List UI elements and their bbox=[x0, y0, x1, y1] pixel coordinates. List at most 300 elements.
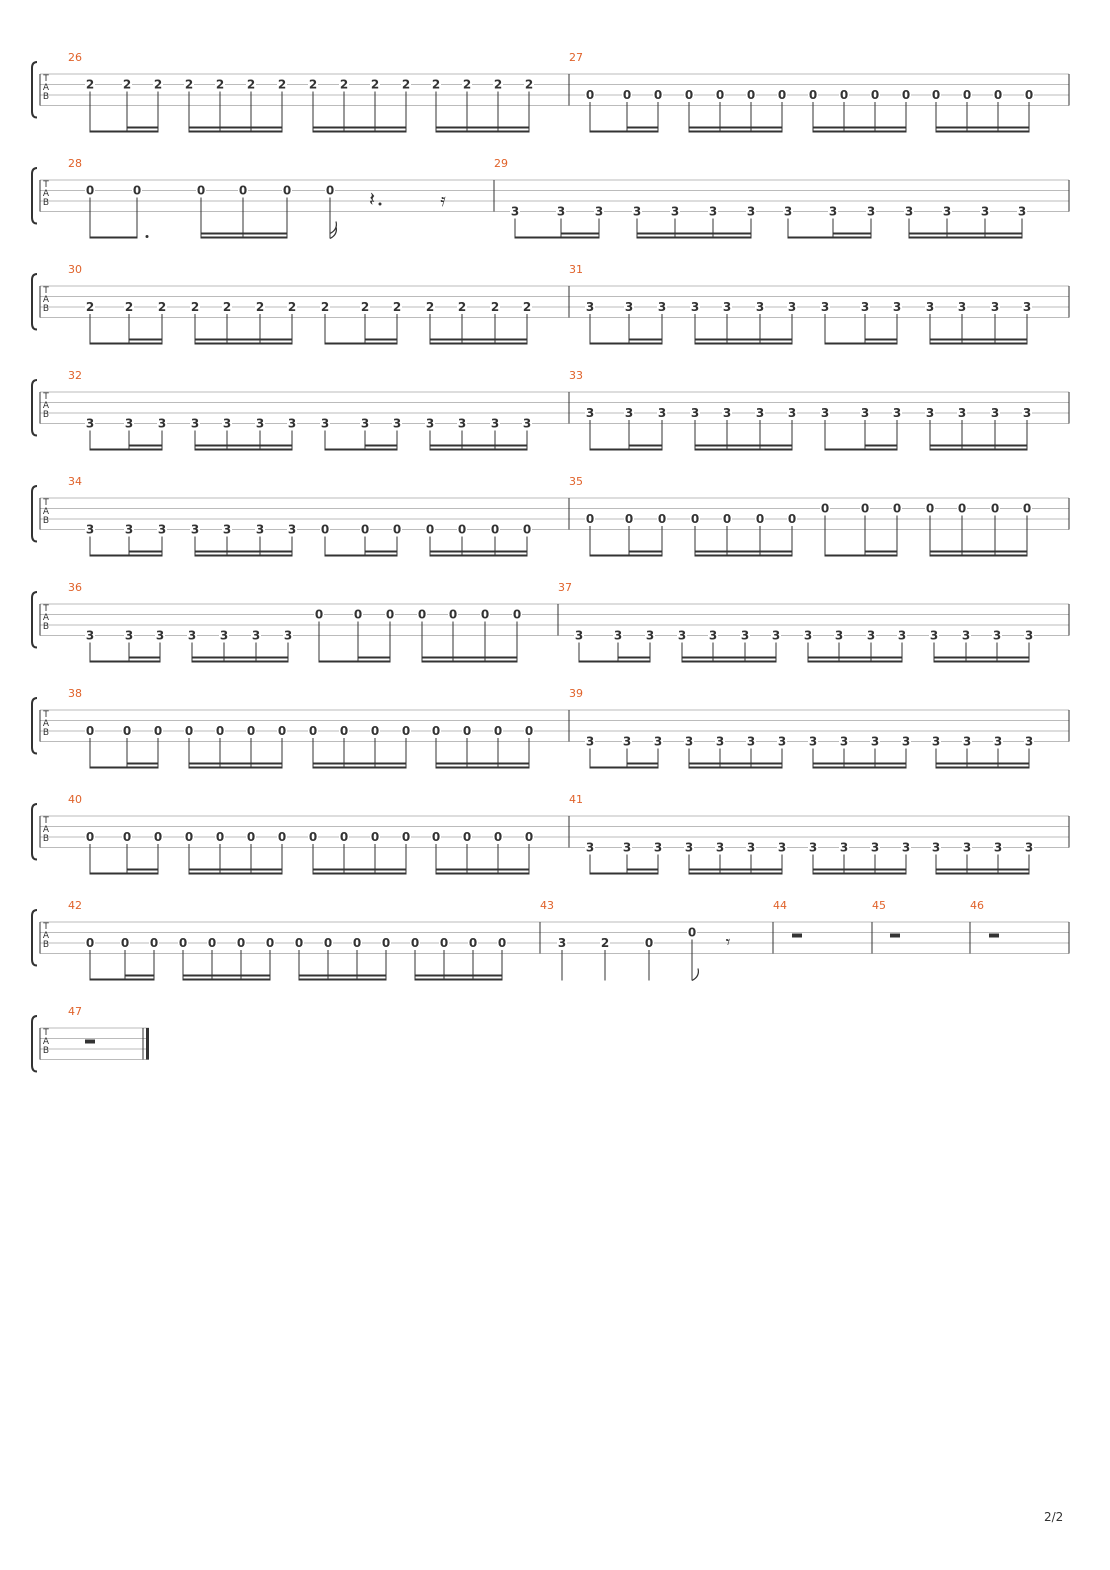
measure-number: 39 bbox=[569, 687, 583, 700]
fret-number: 2 bbox=[255, 300, 265, 314]
beam-primary bbox=[813, 767, 906, 769]
fret-number: 3 bbox=[622, 734, 632, 749]
system-bracket bbox=[32, 62, 37, 118]
fret-number: 3 bbox=[510, 204, 520, 219]
fret-number: 2 bbox=[360, 300, 370, 314]
fret-number: 0 bbox=[755, 512, 765, 526]
fret-number: 3 bbox=[684, 734, 694, 749]
fret-number: 2 bbox=[153, 77, 163, 92]
fret-number: 0 bbox=[512, 607, 522, 622]
fret-number: 3 bbox=[653, 734, 663, 749]
beam-primary bbox=[930, 449, 1027, 451]
beam-primary bbox=[930, 343, 1027, 345]
fret-number: 0 bbox=[370, 724, 380, 738]
fret-number: 0 bbox=[892, 501, 902, 516]
beam-secondary bbox=[629, 551, 662, 553]
page-number: 2/2 bbox=[1044, 1510, 1064, 1524]
fret-number: 0 bbox=[265, 936, 275, 950]
fret-number: 0 bbox=[215, 724, 225, 738]
beam-secondary bbox=[127, 127, 158, 129]
fret-number: 0 bbox=[149, 936, 159, 950]
beam-primary bbox=[299, 979, 386, 981]
fret-number: 3 bbox=[622, 840, 632, 855]
fret-number: 0 bbox=[196, 183, 206, 198]
fret-number: 3 bbox=[255, 416, 265, 431]
fret-number: 3 bbox=[870, 734, 880, 749]
fret-number: 3 bbox=[1017, 204, 1027, 219]
fret-number: 2 bbox=[215, 77, 225, 92]
beam-secondary bbox=[637, 233, 751, 235]
beam-secondary bbox=[689, 763, 782, 765]
measure-number: 40 bbox=[68, 793, 82, 806]
fret-number: 0 bbox=[122, 830, 132, 844]
beam-secondary bbox=[627, 127, 658, 129]
beam-secondary bbox=[618, 657, 650, 659]
fret-number: 3 bbox=[961, 628, 971, 643]
fret-number: 3 bbox=[755, 300, 765, 314]
fret-number: 3 bbox=[708, 204, 718, 219]
fret-number: 3 bbox=[808, 734, 818, 749]
system-bracket bbox=[32, 910, 37, 966]
fret-number: 3 bbox=[320, 416, 330, 431]
fret-number: 3 bbox=[85, 628, 95, 643]
beam-primary bbox=[936, 131, 1029, 133]
beam-secondary bbox=[430, 551, 527, 553]
fret-number: 0 bbox=[746, 88, 756, 102]
beam-primary bbox=[825, 449, 897, 451]
fret-number: 3 bbox=[613, 628, 623, 643]
fret-number: 3 bbox=[942, 204, 952, 219]
beam-primary bbox=[590, 873, 658, 875]
fret-number: 2 bbox=[85, 77, 95, 92]
fret-number: 3 bbox=[155, 628, 165, 643]
fret-number: 3 bbox=[624, 300, 634, 314]
beam-secondary bbox=[365, 339, 397, 341]
fret-number: 0 bbox=[777, 88, 787, 102]
fret-number: 3 bbox=[931, 734, 941, 749]
fret-number: 3 bbox=[870, 840, 880, 855]
fret-number: 3 bbox=[190, 416, 200, 431]
fret-number: 0 bbox=[480, 607, 490, 622]
beam-primary bbox=[515, 237, 599, 239]
fret-number: 0 bbox=[320, 522, 330, 537]
fret-number: 0 bbox=[85, 830, 95, 844]
fret-number: 3 bbox=[251, 628, 261, 643]
beam-secondary bbox=[201, 233, 287, 235]
beam-secondary bbox=[189, 763, 282, 765]
tab-clef-letter: T bbox=[43, 816, 49, 826]
fret-number: 0 bbox=[925, 501, 935, 516]
beam-secondary bbox=[195, 551, 292, 553]
fret-number: 0 bbox=[462, 830, 472, 844]
final-barline-thick bbox=[146, 1028, 149, 1060]
fret-number: 0 bbox=[153, 830, 163, 844]
fret-number: 2 bbox=[401, 77, 411, 92]
fret-number: 3 bbox=[556, 204, 566, 219]
tab-clef-letter: B bbox=[42, 304, 50, 314]
beam-primary bbox=[430, 449, 527, 451]
fret-number: 2 bbox=[184, 77, 194, 92]
beam-secondary bbox=[365, 445, 397, 447]
beam-primary bbox=[422, 661, 517, 663]
beam-secondary bbox=[936, 869, 1029, 871]
beam-secondary bbox=[930, 339, 1027, 341]
fret-number: 2 bbox=[339, 77, 349, 92]
fret-number: 0 bbox=[392, 522, 402, 537]
system-bracket bbox=[32, 486, 37, 542]
fret-number: 3 bbox=[585, 300, 595, 314]
fret-number: 0 bbox=[122, 724, 132, 738]
beam-primary bbox=[325, 449, 397, 451]
fret-number: 3 bbox=[85, 416, 95, 431]
measure-number: 38 bbox=[68, 687, 82, 700]
fret-number: 0 bbox=[401, 830, 411, 844]
fret-number: 2 bbox=[370, 77, 380, 92]
beam-secondary bbox=[936, 127, 1029, 129]
fret-number: 2 bbox=[308, 77, 318, 92]
fret-number: 3 bbox=[425, 416, 435, 431]
beam-primary bbox=[788, 237, 871, 239]
beam-primary bbox=[90, 555, 162, 557]
fret-number: 0 bbox=[238, 183, 248, 198]
beam-secondary bbox=[629, 339, 662, 341]
fret-number: 3 bbox=[522, 416, 532, 431]
measure-number: 31 bbox=[569, 263, 583, 276]
beam-primary bbox=[695, 343, 792, 345]
fret-number: 0 bbox=[339, 830, 349, 844]
fret-number: 0 bbox=[425, 522, 435, 537]
fret-number: 3 bbox=[653, 840, 663, 855]
system-bracket bbox=[32, 698, 37, 754]
fret-number: 2 bbox=[287, 300, 297, 314]
beam-primary bbox=[436, 873, 529, 875]
fret-number: 0 bbox=[353, 607, 363, 622]
fret-number: 0 bbox=[401, 724, 411, 738]
tab-clef-letter: A bbox=[42, 825, 50, 835]
fret-number: 3 bbox=[255, 522, 265, 537]
fret-number: 2 bbox=[122, 77, 132, 92]
beam-secondary bbox=[930, 551, 1027, 553]
fret-number: 3 bbox=[124, 522, 134, 537]
measure-number: 29 bbox=[494, 157, 508, 170]
beam-secondary bbox=[627, 869, 658, 871]
beam-secondary bbox=[629, 445, 662, 447]
fret-number: 0 bbox=[385, 607, 395, 622]
measure-number: 45 bbox=[872, 899, 886, 912]
fret-number: 0 bbox=[722, 512, 732, 526]
fret-number: 3 bbox=[904, 204, 914, 219]
beam-secondary bbox=[436, 127, 529, 129]
beam-primary bbox=[430, 343, 527, 345]
fret-number: 3 bbox=[715, 840, 725, 855]
fret-number: 3 bbox=[839, 840, 849, 855]
fret-number: 0 bbox=[585, 512, 595, 526]
measure-number: 27 bbox=[569, 51, 583, 64]
fret-number: 0 bbox=[493, 724, 503, 738]
measure-number: 42 bbox=[68, 899, 82, 912]
fret-number: 0 bbox=[787, 512, 797, 526]
beam-primary bbox=[415, 979, 502, 981]
fret-number: 3 bbox=[787, 406, 797, 420]
fret-number: 3 bbox=[931, 840, 941, 855]
beam-secondary bbox=[695, 551, 792, 553]
fret-number: 3 bbox=[1024, 734, 1034, 749]
beam-primary bbox=[689, 131, 782, 133]
fret-number: 0 bbox=[690, 512, 700, 526]
beam-secondary bbox=[127, 869, 158, 871]
fret-number: 0 bbox=[524, 830, 534, 844]
fret-number: 3 bbox=[777, 734, 787, 749]
fret-number: 0 bbox=[657, 512, 667, 526]
fret-number: 3 bbox=[1022, 406, 1032, 420]
tab-clef-letter: A bbox=[42, 507, 50, 517]
fret-number: 2 bbox=[222, 300, 232, 314]
beam-primary bbox=[325, 555, 397, 557]
fret-number: 2 bbox=[462, 77, 472, 92]
tab-clef-letter: B bbox=[42, 1046, 50, 1056]
beam-primary bbox=[934, 661, 1029, 663]
fret-number: 0 bbox=[957, 501, 967, 516]
fret-number: 3 bbox=[585, 840, 595, 855]
fret-number: 0 bbox=[410, 936, 420, 950]
fret-number: 3 bbox=[632, 204, 642, 219]
fret-number: 3 bbox=[283, 628, 293, 643]
fret-number: 3 bbox=[490, 416, 500, 431]
fret-number: 2 bbox=[320, 300, 330, 314]
beam-primary bbox=[436, 767, 529, 769]
fret-number: 3 bbox=[657, 300, 667, 314]
fret-number: 0 bbox=[325, 183, 335, 198]
fret-number: 3 bbox=[993, 734, 1003, 749]
beam-secondary bbox=[813, 869, 906, 871]
fret-number: 0 bbox=[860, 501, 870, 516]
beam-secondary bbox=[689, 869, 782, 871]
fret-number: 3 bbox=[287, 522, 297, 537]
fret-number: 0 bbox=[178, 936, 188, 950]
fret-number: 3 bbox=[222, 416, 232, 431]
beam-secondary bbox=[129, 551, 162, 553]
beam-primary bbox=[590, 555, 662, 557]
fret-number: 0 bbox=[215, 830, 225, 844]
fret-number: 2 bbox=[522, 300, 532, 314]
tab-clef-letter: T bbox=[43, 604, 49, 614]
fret-number: 3 bbox=[187, 628, 197, 643]
beam-secondary bbox=[695, 339, 792, 341]
system-bracket bbox=[32, 804, 37, 860]
fret-number: 0 bbox=[1022, 501, 1032, 516]
tab-clef-letter: T bbox=[43, 498, 49, 508]
beam-secondary bbox=[125, 975, 154, 977]
fret-number: 3 bbox=[684, 840, 694, 855]
fret-number: 3 bbox=[287, 416, 297, 431]
fret-number: 0 bbox=[277, 830, 287, 844]
beam-secondary bbox=[299, 975, 386, 977]
beam-secondary bbox=[129, 445, 162, 447]
measure-number: 43 bbox=[540, 899, 554, 912]
fret-number: 3 bbox=[820, 406, 830, 420]
beam-secondary bbox=[813, 127, 906, 129]
fret-number: 3 bbox=[457, 416, 467, 431]
fret-number: 3 bbox=[585, 734, 595, 749]
beam-secondary bbox=[436, 763, 529, 765]
fret-number: 3 bbox=[834, 628, 844, 643]
beam-primary bbox=[319, 661, 390, 663]
fret-number: 0 bbox=[277, 724, 287, 738]
measure-number: 26 bbox=[68, 51, 82, 64]
beam-primary bbox=[436, 131, 529, 133]
fret-number: 3 bbox=[860, 406, 870, 420]
beam-primary bbox=[189, 131, 282, 133]
fret-number: 3 bbox=[124, 416, 134, 431]
note-flag bbox=[692, 969, 698, 981]
beam-secondary bbox=[415, 975, 502, 977]
measure-rest bbox=[890, 934, 900, 938]
fret-number: 0 bbox=[931, 88, 941, 102]
fret-number: 2 bbox=[246, 77, 256, 92]
fret-number: 3 bbox=[901, 734, 911, 749]
note-flag bbox=[330, 222, 336, 239]
beam-primary bbox=[183, 979, 270, 981]
fret-number: 3 bbox=[85, 522, 95, 537]
fret-number: 0 bbox=[339, 724, 349, 738]
fret-number: 3 bbox=[866, 204, 876, 219]
measure-number: 32 bbox=[68, 369, 82, 382]
fret-number: 0 bbox=[585, 88, 595, 102]
fret-number: 0 bbox=[236, 936, 246, 950]
beam-secondary bbox=[934, 657, 1029, 659]
beam-primary bbox=[195, 343, 292, 345]
fret-number: 3 bbox=[574, 628, 584, 643]
tab-clef-letter: B bbox=[42, 410, 50, 420]
eighth-rest: 𝄾 bbox=[725, 932, 731, 953]
measure-number: 30 bbox=[68, 263, 82, 276]
beam-secondary bbox=[313, 127, 406, 129]
beam-secondary bbox=[127, 763, 158, 765]
beam-primary bbox=[813, 873, 906, 875]
fret-number: 2 bbox=[277, 77, 287, 92]
measure-number: 33 bbox=[569, 369, 583, 382]
beam-primary bbox=[189, 767, 282, 769]
tab-clef-letter: A bbox=[42, 931, 50, 941]
tab-clef-letter: B bbox=[42, 198, 50, 208]
beam-secondary bbox=[930, 445, 1027, 447]
fret-number: 3 bbox=[990, 406, 1000, 420]
beam-primary bbox=[579, 661, 650, 663]
fret-number: 3 bbox=[962, 734, 972, 749]
fret-number: 0 bbox=[381, 936, 391, 950]
beam-secondary bbox=[365, 551, 397, 553]
fret-number: 0 bbox=[314, 607, 324, 622]
fret-number: 3 bbox=[929, 628, 939, 643]
fret-number: 3 bbox=[157, 522, 167, 537]
fret-number: 0 bbox=[246, 830, 256, 844]
fret-number: 0 bbox=[439, 936, 449, 950]
beam-primary bbox=[695, 449, 792, 451]
fret-number: 0 bbox=[184, 830, 194, 844]
measure-rest bbox=[792, 934, 802, 938]
fret-number: 3 bbox=[746, 204, 756, 219]
fret-number: 3 bbox=[783, 204, 793, 219]
beam-secondary bbox=[422, 657, 517, 659]
beam-primary bbox=[313, 767, 406, 769]
fret-number: 3 bbox=[828, 204, 838, 219]
beam-secondary bbox=[561, 233, 599, 235]
beam-secondary bbox=[129, 657, 160, 659]
beam-secondary bbox=[808, 657, 902, 659]
beam-primary bbox=[90, 979, 154, 981]
beam-primary bbox=[813, 131, 906, 133]
fret-number: 3 bbox=[803, 628, 813, 643]
tab-clef-letter: A bbox=[42, 719, 50, 729]
beam-secondary bbox=[682, 657, 776, 659]
fret-number: 0 bbox=[308, 830, 318, 844]
beam-primary bbox=[825, 555, 897, 557]
beam-primary bbox=[689, 873, 782, 875]
fret-number: 0 bbox=[839, 88, 849, 102]
beam-primary bbox=[909, 237, 1022, 239]
beam-primary bbox=[325, 343, 397, 345]
fret-number: 3 bbox=[839, 734, 849, 749]
measure-rest bbox=[989, 934, 999, 938]
beam-primary bbox=[201, 237, 287, 239]
fret-number: 2 bbox=[85, 300, 95, 314]
beam-secondary bbox=[909, 233, 1022, 235]
fret-number: 3 bbox=[860, 300, 870, 314]
beam-secondary bbox=[689, 127, 782, 129]
fret-number: 3 bbox=[925, 406, 935, 420]
fret-number: 3 bbox=[190, 522, 200, 537]
dot bbox=[146, 235, 149, 238]
beam-secondary bbox=[192, 657, 288, 659]
beam-primary bbox=[90, 661, 160, 663]
beam-secondary bbox=[627, 763, 658, 765]
system-bracket bbox=[32, 380, 37, 436]
fret-number: 3 bbox=[219, 628, 229, 643]
beam-secondary bbox=[313, 869, 406, 871]
beam-primary bbox=[430, 555, 527, 557]
beam-primary bbox=[682, 661, 776, 663]
beam-secondary bbox=[313, 763, 406, 765]
fret-number: 0 bbox=[207, 936, 217, 950]
fret-number: 3 bbox=[993, 840, 1003, 855]
fret-number: 0 bbox=[820, 501, 830, 516]
beam-primary bbox=[825, 343, 897, 345]
fret-number: 3 bbox=[808, 840, 818, 855]
beam-primary bbox=[808, 661, 902, 663]
tab-clef-letter: B bbox=[42, 940, 50, 950]
tab-clef-letter: B bbox=[42, 834, 50, 844]
fret-number: 3 bbox=[645, 628, 655, 643]
fret-number: 3 bbox=[755, 406, 765, 420]
fret-number: 0 bbox=[808, 88, 818, 102]
fret-number: 3 bbox=[992, 628, 1002, 643]
beam-primary bbox=[195, 555, 292, 557]
fret-number: 0 bbox=[1024, 88, 1034, 102]
fret-number: 0 bbox=[687, 925, 697, 940]
fret-number: 0 bbox=[417, 607, 427, 622]
fret-number: 3 bbox=[124, 628, 134, 643]
fret-number: 3 bbox=[866, 628, 876, 643]
fret-number: 0 bbox=[153, 724, 163, 738]
fret-number: 3 bbox=[990, 300, 1000, 314]
beam-secondary bbox=[936, 763, 1029, 765]
fret-number: 0 bbox=[993, 88, 1003, 102]
beam-secondary bbox=[195, 445, 292, 447]
fret-number: 3 bbox=[771, 628, 781, 643]
measure-number: 44 bbox=[773, 899, 787, 912]
system-bracket bbox=[32, 168, 37, 224]
beam-primary bbox=[590, 449, 662, 451]
